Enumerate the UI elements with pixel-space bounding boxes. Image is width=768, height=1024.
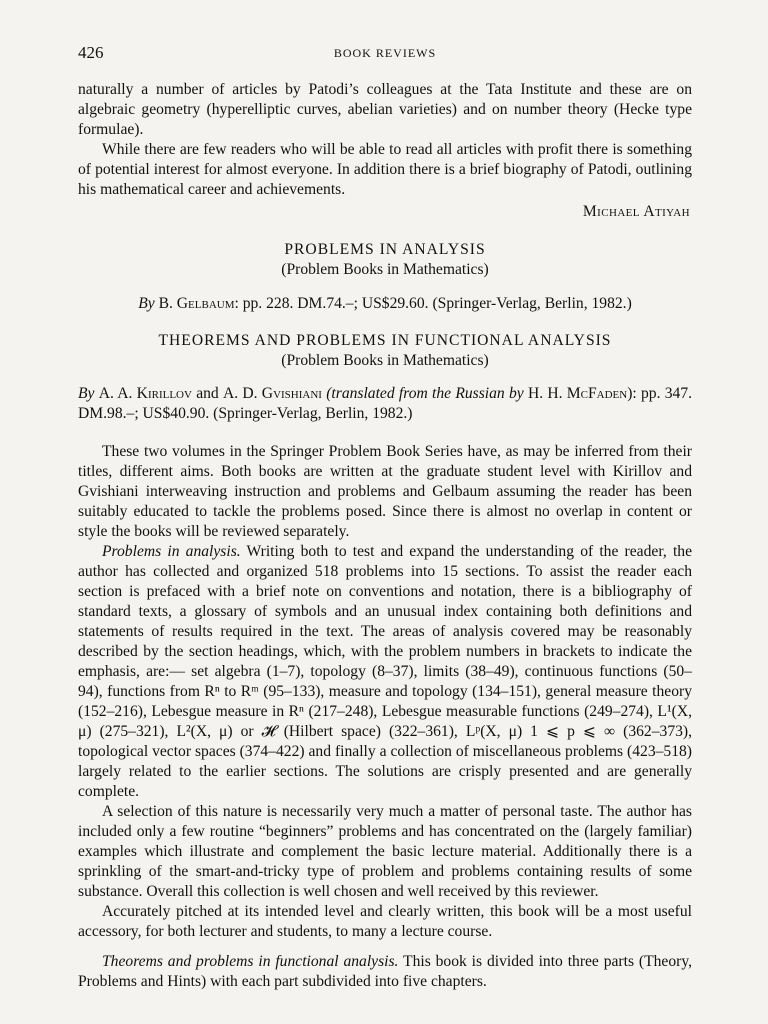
by-label: By — [138, 295, 155, 312]
book-2-series: (Problem Books in Mathematics) — [281, 352, 489, 369]
publication-details: : pp. 228. DM.74.–; US$29.60. (Springer-Verlag, Berlin, 1982.) — [234, 295, 632, 312]
author-name: B. Gelbaum — [158, 295, 235, 312]
book-2-heading — [78, 331, 692, 371]
paragraph-text: Writing both to test and expand the understanding of the reader, the author has collected and organized 518 problems into 15 sections. To assist the reader each section is prefaced with a brief note on conventions and notation, there is a bibliography of standard texts, a glossary of symbols and an unusual index containing both definitions and statements of results required in the text. The areas of analysis covered may be reasonably described by the section headings, which, with the problem numbers in brackets to indicate the emphasis, are:— set algebra (1–7), topology (8–37), limits (38–49), continuous functions (50–94), functions from Rⁿ to Rᵐ (95–133), measure and topology (134–151), general measure theory (152–216), Lebesgue measure in Rⁿ (217–248), Lebesgue measurable functions (249–274), L¹(X, μ) (275–321), L²(X, μ) or 𝓗 (Hilbert space) (322–361), Lᵖ(X, μ) 1 ⩽ p ⩽ ∞ (362–373), topological vector spaces (374–422) and finally a collection of miscellaneous problems (423–518) largely related to the earlier sections. The solutions are crisply presented and are generally complete. — [78, 543, 692, 800]
paragraph: A selection of this nature is necessarily very much a matter of personal taste. The author has included only a few routine “beginners” problems and has concentrated on the (largely familiar) examples which illustrate and complement the basic lecture material. Additionally there is a sprinkling of the smart-and-tricky type of problem and problems containing results of some substance. Overall this collection is well chosen and well received by this reviewer. — [78, 803, 692, 900]
page-number: 426 — [78, 43, 104, 62]
paragraph — [78, 952, 692, 992]
book-1-title: PROBLEMS IN ANALYSIS — [284, 241, 486, 258]
publication-details: ): pp. 347. DM.98.–; US$40.90. (Springer-Verlag, Berlin, 1982.) — [78, 385, 693, 422]
book-2-title: THEOREMS AND PROBLEMS IN FUNCTIONAL ANALYSIS — [158, 332, 612, 349]
paragraph-text: This book is divided into three parts (Theory, Problems and Hints) with each part subdivided into five chapters. — [78, 953, 692, 990]
review-body — [78, 442, 692, 992]
book-2-citation — [78, 384, 692, 424]
paragraph — [78, 542, 692, 802]
book-1-series: (Problem Books in Mathematics) — [281, 261, 489, 278]
previous-review-text — [78, 80, 692, 200]
reviewer-signature: Michael Atiyah — [582, 203, 690, 220]
author-name: A. D. Gvishiani — [222, 385, 322, 402]
author-name: A. A. Kirillov — [98, 385, 192, 402]
paragraph: Accurately pitched at its intended level and clearly written, this book will be a most useful accessory, for both lecturer and students, to many a lecture course. — [78, 903, 692, 940]
conjunction: and — [196, 385, 219, 402]
paragraph: These two volumes in the Springer Problem Book Series have, as may be inferred from their titles, different aims. Both books are written at the graduate student level with Kirillov and Gvishiani interweaving instruction and problems and Gelbaum assuming the reader has been suitably educated to tackle the problems posed. Since there is almost no overlap in content or style the books will be reviewed separately. — [78, 443, 692, 540]
book-1-citation — [78, 294, 692, 314]
running-head — [78, 43, 692, 63]
translator-name: H. H. McFaden — [527, 385, 628, 402]
paragraph: While there are few readers who will be able to read all articles with profit there is something of potential interest for almost everyone. In addition there is a brief biography of Patodi, outlining his mathematical career and achievements. — [78, 141, 692, 198]
by-label: By — [78, 385, 95, 402]
running-title: BOOK REVIEWS — [333, 46, 437, 60]
section-heading: Theorems and problems in functional analysis. — [102, 953, 399, 970]
translation-note: (translated from the Russian by — [326, 385, 524, 402]
book-1-heading — [78, 240, 692, 280]
section-heading: Problems in analysis. — [102, 543, 241, 560]
paragraph: naturally a number of articles by Patodi’s colleagues at the Tata Institute and these are on algebraic geometry (hyperelliptic curves, abelian varieties) and on number theory (Hecke type formulae). — [78, 81, 692, 138]
